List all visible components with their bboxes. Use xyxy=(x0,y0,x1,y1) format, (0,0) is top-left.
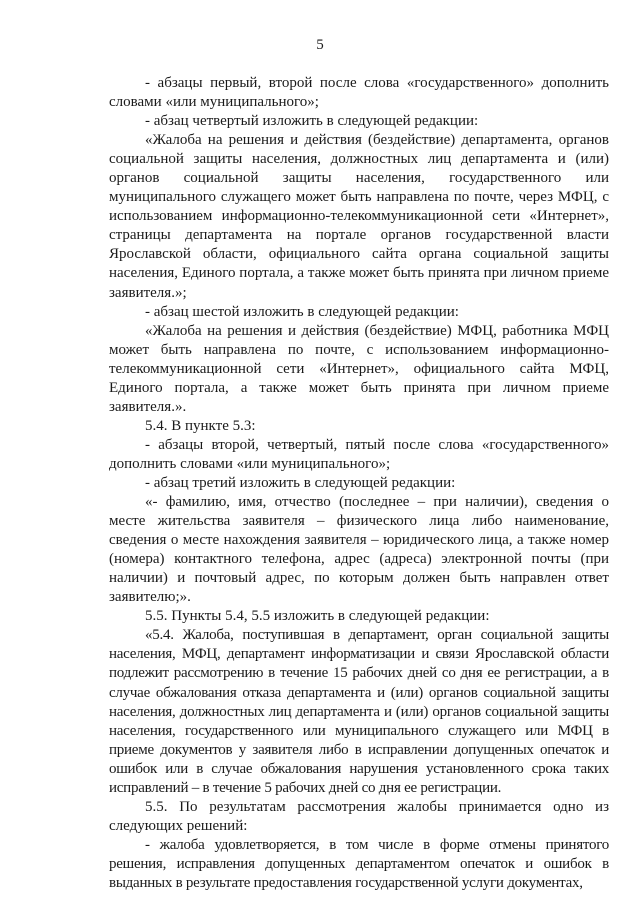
paragraph: 5.4. В пункте 5.3: xyxy=(145,417,256,434)
paragraph: - абзац третий изложить в следующей редакции: xyxy=(145,474,456,491)
paragraph: - абзац шестой изложить в следующей редакции: xyxy=(145,303,459,320)
paragraph: 5.5. Пункты 5.4, 5.5 изложить в следующей редакции: xyxy=(145,608,490,625)
paragraph: - абзацы первый, второй после слова «государственного» дополнить словами «или муниципального»; xyxy=(109,75,609,111)
page-number: 5 xyxy=(316,37,324,53)
document-body xyxy=(109,74,609,893)
paragraph: «- фамилию, имя, отчество (последнее – при наличии), сведения о месте жительства заявителя – физического лица либо наименование, сведения о месте нахождения заявителя – юридического лица, а также номер (номера) контактного телефона, адрес (адреса) электронной почты (при наличии) и почтовый адрес, по которым должен быть направлен ответ заявителю;». xyxy=(109,494,609,606)
paragraph: «Жалоба на решения и действия (бездействие) МФЦ, работника МФЦ может быть направлена по почте, с использованием информационно-телекоммуникационной сети «Интернет», официального сайта МФЦ, Единого портала, а также может быть принята при личном приеме заявителя.». xyxy=(109,322,609,415)
paragraph: - абзац четвертый изложить в следующей редакции: xyxy=(145,113,479,130)
paragraph: - жалоба удовлетворяется, в том числе в форме отмены принятого решения, исправления допущенных департаментом опечаток и ошибок в выданных в результате предоставления государственной услуги документах, xyxy=(109,836,609,891)
paragraph: «5.4. Жалоба, поступившая в департамент, орган социальной защиты населения, МФЦ, департамент информатизации и связи Ярославской области подлежит рассмотрению в течение 15 рабочих дней со дня ее регистрации, а в случае обжалования отказа департамента и (или) органов социальной защиты населения, должностных лиц департамента и (или) органов социальной защиты населения, государственного или муниципального служащего или МФЦ в приеме документов у заявителя либо в исправлении допущенных опечаток и ошибок или в случае обжалования нарушения установленного срока таких исправлений – в течение 5 рабочих дней со дня ее регистрации. xyxy=(109,627,609,796)
paragraph: 5.5. По результатам рассмотрения жалобы принимается одно из следующих решений: xyxy=(109,798,609,834)
paragraph: «Жалоба на решения и действия (бездействие) департамента, органов социальной защиты населения, должностных лиц департамента и (или) органов социальной защиты населения, государственного или муниципального служащего может быть направлена по почте, через МФЦ, с использованием информационно-телекоммуникационной сети «Интернет», страницы департамента на портале органов государственной власти Ярославской области, официального сайта органа социальной защиты населения, Единого портала, а также может быть принята при личном приеме заявителя.»; xyxy=(109,132,609,301)
paragraph: - абзацы второй, четвертый, пятый после слова «государственного» дополнить словами «или муниципального»; xyxy=(109,436,609,472)
